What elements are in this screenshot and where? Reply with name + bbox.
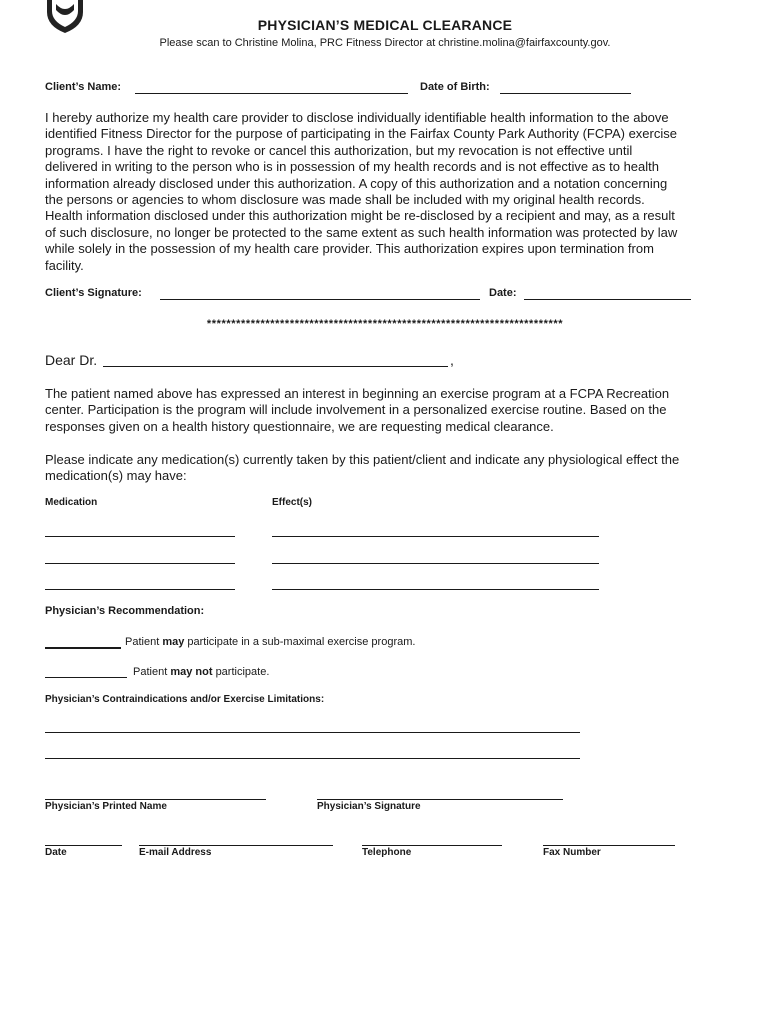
physician-telephone-label: Telephone: [362, 847, 412, 858]
physician-printed-name-field[interactable]: [45, 799, 266, 800]
physician-printed-name-label: Physician’s Printed Name: [45, 801, 167, 812]
physician-signature-label: Physician’s Signature: [317, 801, 421, 812]
effects-column-header: Effect(s): [272, 497, 313, 508]
authorization-line: I hereby authorize my health care provider to disclose individually identifiable health information to the above: [45, 110, 669, 125]
section-separator: *************************************************************************: [206, 318, 564, 330]
page-subtitle: Please scan to Christine Molina, PRC Fitness Director at christine.molina@fairfaxcounty.gov.: [159, 37, 611, 49]
dob-label: Date of Birth:: [420, 81, 490, 93]
client-name-label: Client’s Name:: [45, 81, 122, 93]
intro-line: responses given on a health history questionnaire, we are requesting medical clearance.: [45, 418, 554, 434]
medication-request-paragraph: [45, 452, 725, 485]
physician-email-field[interactable]: [139, 845, 333, 846]
authorization-line: delivered in writing to the person who is in possession of my health records and is not effective as to health: [45, 159, 659, 175]
physician-fax-field[interactable]: [543, 845, 675, 846]
dob-field[interactable]: [500, 93, 631, 94]
authorization-line: of such disclosure, no longer be protected to the same extent as such health information was protected by law: [45, 224, 678, 240]
may-participate-checkbox[interactable]: [45, 647, 121, 649]
salutation: Dear Dr.: [45, 352, 98, 368]
physician-date-label: Date: [45, 847, 67, 858]
may-not-participate-text: Patient may not participate.: [133, 666, 270, 678]
client-name-field[interactable]: [135, 93, 408, 94]
client-date-label: Date:: [489, 287, 517, 299]
limitations-field[interactable]: [45, 758, 580, 759]
authorization-line: identified Fitness Director for the purpose of participating in the Fairfax County Park Authority (FCPA) exercise: [45, 126, 677, 142]
may-participate-text: Patient may participate in a sub-maximal exercise program.: [125, 636, 416, 648]
client-signature-field[interactable]: [160, 299, 480, 300]
effect-field[interactable]: [272, 589, 599, 590]
client-date-field[interactable]: [524, 299, 691, 300]
medication-field[interactable]: [45, 536, 235, 537]
physician-date-field[interactable]: [45, 845, 122, 846]
effect-field[interactable]: [272, 536, 599, 537]
salutation-comma: ,: [450, 352, 454, 368]
medication-field[interactable]: [45, 563, 235, 564]
authorization-paragraph: [45, 110, 725, 274]
recommendation-heading: Physician’s Recommendation:: [45, 605, 205, 617]
doctor-name-field[interactable]: [103, 366, 448, 367]
medication-column-header: Medication: [45, 497, 98, 508]
physician-signature-field[interactable]: [317, 799, 563, 800]
authorization-line: while solely in the possession of my health care provider. This authorization expires upon termination from: [45, 241, 654, 257]
authorization-line: Health information disclosed under this authorization might be re-disclosed by a recipient and may, as a result: [45, 208, 675, 224]
medication-request-line: medication(s) may have:: [45, 468, 187, 484]
may-not-participate-checkbox[interactable]: [45, 677, 127, 678]
medication-request-line: Please indicate any medication(s) currently taken by this patient/client and indicate any physiological effect the: [45, 452, 680, 467]
medication-field[interactable]: [45, 589, 235, 590]
authorization-line: the persons or agencies to whom disclosure was made shall be included with my original health records.: [45, 192, 645, 208]
effect-field[interactable]: [272, 563, 599, 564]
intro-line: center. Participation is the program will include involvement in a personalized exercise routine. Based on the: [45, 402, 667, 418]
limitations-field[interactable]: [45, 732, 580, 733]
physician-fax-label: Fax Number: [543, 847, 601, 858]
physician-telephone-field[interactable]: [362, 845, 502, 846]
authorization-line: facility.: [45, 257, 84, 273]
page-title: PHYSICIAN’S MEDICAL CLEARANCE: [257, 17, 513, 33]
physician-email-label: E-mail Address: [139, 847, 212, 858]
authorization-line: programs. I have the right to revoke or cancel this authorization, but my revocation is not effective until: [45, 142, 633, 158]
authorization-line: information already disclosed under this authorization. A copy of this authorization and a notation concerning: [45, 175, 668, 191]
client-signature-label: Client’s Signature:: [45, 287, 142, 299]
limitations-heading: Physician’s Contraindications and/or Exercise Limitations:: [45, 694, 325, 705]
intro-paragraph: [45, 386, 725, 435]
intro-line: The patient named above has expressed an interest in beginning an exercise program at a FCPA Recreation: [45, 386, 670, 401]
